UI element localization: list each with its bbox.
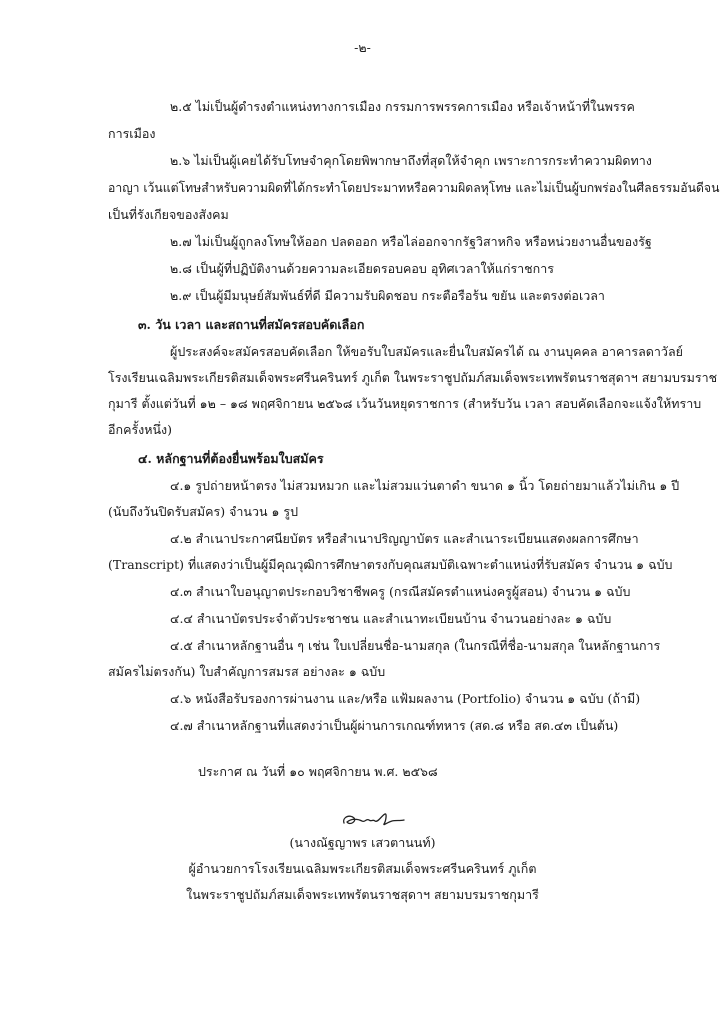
item-4-4: ๔.๔ สำเนาบัตรประจำตัวประชาชน และสำเนาทะเบียนบ้าน จำนวนอย่างละ ๑ ฉบับ [170, 611, 612, 626]
handwritten-signature [338, 809, 408, 831]
announcement-date: ประกาศ ณ วันที่ ๑๐ พฤศจิกายน พ.ศ. ๒๕๖๘ [198, 764, 438, 779]
item-2-6-line-3: เป็นที่รังเกียจของสังคม [108, 207, 229, 222]
section-3-line-3: กุมารี ตั้งแต่วันที่ ๑๒ – ๑๘ พฤศจิกายน ๒๕๖๘ เว้นวันหยุดราชการ (สำหรับวัน เวลา สอบคัดเลือกจะแจ้งให้ทราบ [108, 396, 702, 411]
item-4-7: ๔.๗ สำเนาหลักฐานที่แสดงว่าเป็นผู้ผ่านการเกณฑ์ทหาร (สด.๘ หรือ สด.๔๓ เป็นต้น) [170, 718, 619, 733]
item-2-6-line-2: อาญา เว้นแต่โทษสำหรับความผิดที่ได้กระทำโดยประมาทหรือความผิดลหุโทษ และไม่เป็นผู้บกพร่องในศีลธรรมอันดีจน [108, 180, 720, 195]
signer-name: (นางณัฐญาพร เสวตานนท์) [289, 835, 436, 850]
item-2-7: ๒.๗ ไม่เป็นผู้ถูกลงโทษให้ออก ปลดออก หรือไล่ออกจากรัฐวิสาหกิจ หรือหน่วยงานอื่นของรัฐ [170, 234, 652, 249]
item-4-3: ๔.๓ สำเนาใบอนุญาตประกอบวิชาชีพครู (กรณีสมัครตำแหน่งครูผู้สอน) จำนวน ๑ ฉบับ [170, 584, 631, 599]
item-4-2-line-2: (Transcript) ที่แสดงว่าเป็นผู้มีคุณวุฒิการศึกษาตรงกับคุณสมบัติเฉพาะตำแหน่งที่รับสมัคร จำนวน ๑ ฉบับ [108, 557, 673, 572]
page-number: -๒- [354, 40, 371, 55]
item-2-5-line-1: ๒.๕ ไม่เป็นผู้ดำรงตำแหน่งทางการเมือง กรรมการพรรคการเมือง หรือเจ้าหน้าที่ในพรรค [170, 99, 635, 114]
item-4-5-line-1: ๔.๕ สำเนาหลักฐานอื่น ๆ เช่น ใบเปลี่ยนชื่อ-นามสกุล (ในกรณีที่ชื่อ-นามสกุล ในหลักฐานการ [170, 638, 661, 653]
item-4-2-line-1: ๔.๒ สำเนาประกาศนียบัตร หรือสำเนาปริญญาบัตร และสำเนาระเบียนแสดงผลการศึกษา [170, 531, 639, 546]
section-3-heading: ๓. วัน เวลา และสถานที่สมัครสอบคัดเลือก [138, 317, 365, 332]
section-3-line-1: ผู้ประสงค์จะสมัครสอบคัดเลือก ให้ขอรับใบสมัครและยื่นใบสมัครได้ ณ งานบุคคล อาคารลดาวัลย์ [170, 344, 683, 359]
item-2-6-line-1: ๒.๖ ไม่เป็นผู้เคยได้รับโทษจำคุกโดยพิพากษาถึงที่สุดให้จำคุก เพราะการกระทำความผิดทาง [170, 153, 652, 168]
section-3-line-2: โรงเรียนเฉลิมพระเกียรติสมเด็จพระศรีนครินทร์ ภูเก็ต ในพระราชูปถัมภ์สมเด็จพระเทพรัตนราชสุดาฯ สยามบรมราช [108, 370, 718, 385]
item-4-1-line-1: ๔.๑ รูปถ่ายหน้าตรง ไม่สวมหมวก และไม่สวมแว่นตาดำ ขนาด ๑ นิ้ว โดยถ่ายมาแล้วไม่เกิน ๑ ปี [170, 478, 680, 493]
section-3-line-4: อีกครั้งหนึ่ง) [108, 422, 173, 437]
signer-title-line-1: ผู้อำนวยการโรงเรียนเฉลิมพระเกียรติสมเด็จพระศรีนครินทร์ ภูเก็ต [188, 861, 537, 876]
item-4-5-line-2: สมัครไม่ตรงกัน) ใบสำคัญการสมรส อย่างละ ๑ ฉบับ [108, 664, 386, 679]
item-2-8: ๒.๘ เป็นผู้ที่ปฏิบัติงานด้วยความละเอียดรอบคอบ อุทิศเวลาให้แก่ราชการ [170, 261, 554, 276]
item-2-9: ๒.๙ เป็นผู้มีมนุษย์สัมพันธ์ที่ดี มีความรับผิดชอบ กระตือรือร้น ขยัน และตรงต่อเวลา [170, 288, 605, 303]
item-4-1-line-2: (นับถึงวันปิดรับสมัคร) จำนวน ๑ รูป [108, 504, 299, 519]
section-4-heading: ๔. หลักฐานที่ต้องยื่นพร้อมใบสมัคร [138, 451, 324, 466]
signer-title-line-2: ในพระราชูปถัมภ์สมเด็จพระเทพรัตนราชสุดาฯ สยามบรมราชกุมารี [186, 887, 539, 902]
item-4-6: ๔.๖ หนังสือรับรองการผ่านงาน และ/หรือ แฟ้มผลงาน (Portfolio) จำนวน ๑ ฉบับ (ถ้ามี) [170, 691, 641, 706]
item-2-5-line-2: การเมือง [108, 126, 156, 141]
